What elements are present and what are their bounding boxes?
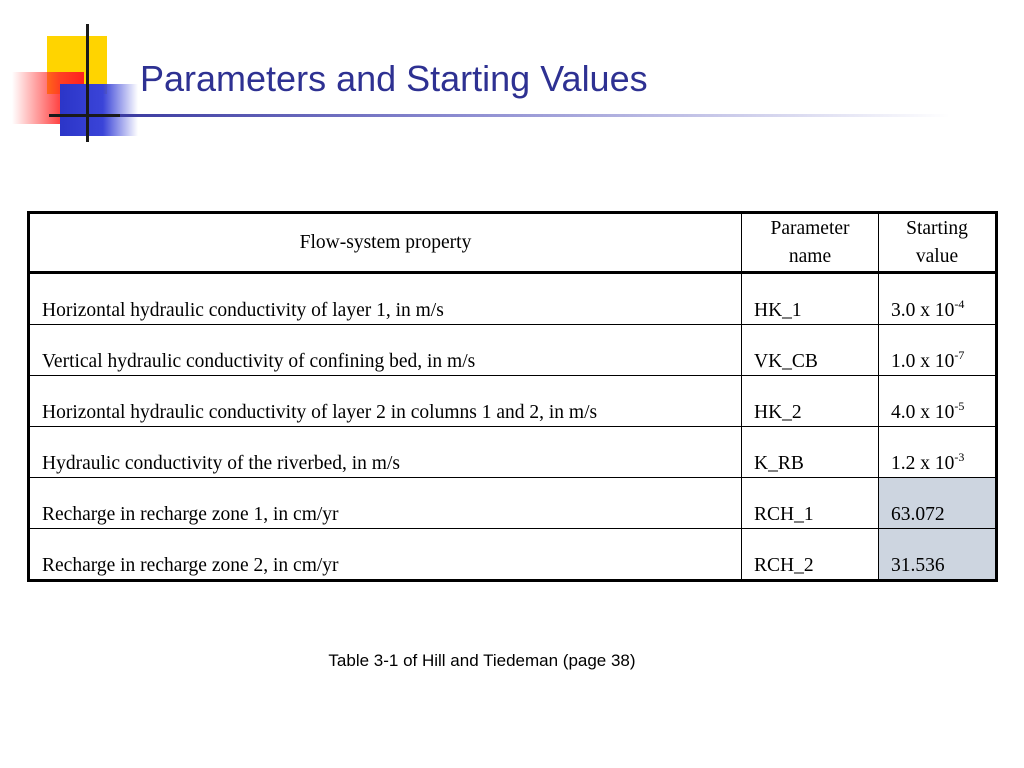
row-starting-value <box>879 427 997 478</box>
row-property: Recharge in recharge zone 2, in cm/yr <box>29 529 742 581</box>
row-parameter-name: K_RB <box>742 427 879 478</box>
table-row <box>29 427 997 478</box>
table-caption: Table 3-1 of Hill and Tiedeman (page 38) <box>328 651 636 670</box>
table-row <box>29 376 997 427</box>
value-exponent: -4 <box>954 297 965 311</box>
slide-title: Parameters and Starting Values <box>140 58 648 99</box>
table-row <box>29 478 997 529</box>
value-base: 3.0 x 10 <box>891 300 955 321</box>
row-property: Horizontal hydraulic conductivity of layer 2 in columns 1 and 2, in m/s <box>29 376 742 427</box>
table-row <box>29 325 997 376</box>
row-property: Horizontal hydraulic conductivity of layer 1, in m/s <box>29 273 742 325</box>
row-starting-value <box>879 529 997 581</box>
row-parameter-name: HK_2 <box>742 376 879 427</box>
value-base: 4.0 x 10 <box>891 402 955 423</box>
value-exponent: -3 <box>954 450 965 464</box>
value-exponent: -7 <box>954 348 965 362</box>
row-parameter-name: RCH_1 <box>742 478 879 529</box>
row-starting-value <box>879 376 997 427</box>
value-base: 1.0 x 10 <box>891 351 955 372</box>
row-parameter-name: VK_CB <box>742 325 879 376</box>
title-underline <box>120 114 950 117</box>
header-starting-value-line1: Starting <box>906 217 968 239</box>
table-row <box>29 529 997 581</box>
value-base: 31.536 <box>891 555 945 576</box>
row-parameter-name: HK_1 <box>742 273 879 325</box>
header-starting-value <box>879 213 997 273</box>
row-starting-value <box>879 273 997 325</box>
header-flow-system-property: Flow-system property <box>29 213 742 273</box>
value-base: 63.072 <box>891 504 945 525</box>
header-parameter-name <box>742 213 879 273</box>
header-starting-value-line2: value <box>915 245 959 267</box>
row-parameter-name: RCH_2 <box>742 529 879 581</box>
row-property: Hydraulic conductivity of the riverbed, in m/s <box>29 427 742 478</box>
parameters-table <box>27 211 998 582</box>
row-property: Vertical hydraulic conductivity of confining bed, in m/s <box>29 325 742 376</box>
row-starting-value <box>879 325 997 376</box>
table-header-row <box>29 213 997 273</box>
table-row <box>29 273 997 325</box>
value-exponent: -5 <box>954 399 965 413</box>
slide-logo-decoration <box>0 0 140 145</box>
row-starting-value <box>879 478 997 529</box>
blue-square-decoration <box>60 84 138 136</box>
value-base: 1.2 x 10 <box>891 453 955 474</box>
vertical-line-decoration <box>86 24 89 142</box>
header-parameter-name-line1: Parameter <box>770 217 850 239</box>
row-property: Recharge in recharge zone 1, in cm/yr <box>29 478 742 529</box>
header-parameter-name-line2: name <box>788 245 832 267</box>
